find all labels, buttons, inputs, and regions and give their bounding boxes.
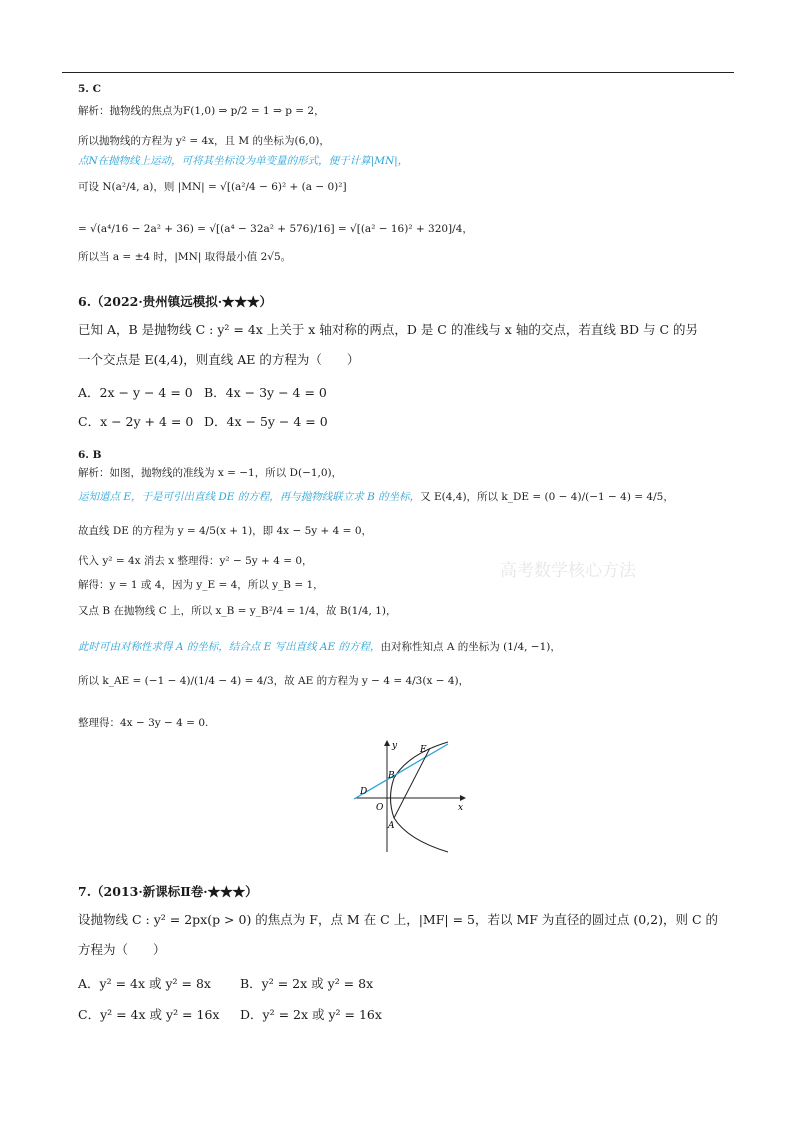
question-7-option-d: D．y² = 2x 或 y² = 16x — [240, 1007, 382, 1022]
x-axis-arrow — [460, 795, 466, 801]
label-x: x — [458, 803, 464, 813]
question-6-option-d: D．4x − 5y − 4 = 0 — [204, 414, 328, 429]
question-6-option-b: B．4x − 3y − 4 = 0 — [204, 385, 327, 400]
watermark-text: 高考数学核心方法 — [500, 561, 636, 581]
question-6-option-c: C．x − 2y + 4 = 0 — [78, 414, 194, 429]
answer-6-heading: 6. B — [78, 449, 102, 461]
answer-5-note: 点N在抛物线上运动，可将其坐标设为单变量的形式，便于计算|MN|， — [78, 155, 409, 167]
question-6-heading: 6.（2022·贵州镇远模拟·★★★） — [78, 294, 273, 309]
label-e: E — [420, 745, 427, 755]
y-axis-arrow — [384, 740, 390, 746]
answer-6-line: 解析：如图，抛物线的准线为 x = −1，所以 D(−1,0)， — [78, 467, 343, 479]
answer-6-slope: 又 E(4,4)，所以 k_DE = (0 − 4)/(−1 − 4) = 4/5， — [420, 491, 674, 503]
answer-6-line: 所以 k_AE = (−1 − 4)/(1/4 − 4) = 4/3，故 AE 的方程为 y − 4 = 4/3(x − 4)， — [78, 675, 470, 687]
question-7-stem: 方程为（ ） — [78, 942, 166, 957]
question-6-option-a: A．2x − y − 4 = 0 — [78, 385, 193, 400]
question-7-option-a: A．y² = 4x 或 y² = 8x — [78, 976, 211, 991]
label-b: B — [388, 771, 395, 781]
answer-5-line: 所以当 a = ±4 时，|MN| 取得最小值 2√5。 — [78, 251, 292, 263]
label-o: O — [376, 803, 384, 813]
answer-6-note: 此时可由对称性求得 A 的坐标，结合点 E 写出直线 AE 的方程， — [78, 641, 381, 653]
answer-6-line-2 — [78, 490, 674, 504]
answer-5-line: 所以抛物线的方程为 y² = 4x，且 M 的坐标为(6,0)， — [78, 135, 330, 147]
parabola-curve — [391, 742, 449, 852]
answer-6-point-a: 由对称性知点 A 的坐标为 (1/4, −1)， — [380, 641, 561, 653]
answer-6-line: 整理得：4x − 3y − 4 = 0. — [78, 717, 209, 729]
question-6-stem: 一个交点是 E(4,4)，则直线 AE 的方程为（ ） — [78, 352, 360, 367]
answer-6-line: 故直线 DE 的方程为 y = 4/5(x + 1)，即 4x − 5y + 4 = 0， — [78, 525, 372, 537]
answer-6-line: 代入 y² = 4x 消去 x 整理得：y² − 5y + 4 = 0， — [78, 555, 313, 567]
answer-5-line: 可设 N(a²/4, a)，则 |MN| = √[(a²/4 − 6)² + (a − 0)²] — [78, 181, 347, 193]
question-7-stem: 设抛物线 C : y² = 2px(p > 0) 的焦点为 F，点 M 在 C 上，|MF| = 5，若以 MF 为直径的圆过点 (0,2)，则 C 的 — [78, 912, 719, 927]
answer-6-line-7 — [78, 640, 561, 654]
answer-5-line: = √(a⁴/16 − 2a² + 36) = √[(a⁴ − 32a² + 576)/16] = √[(a² − 16)² + 320]/4， — [78, 223, 473, 235]
header-rule — [62, 72, 734, 73]
label-a: A — [388, 821, 395, 831]
answer-6-line: 又点 B 在抛物线 C 上，所以 x_B = y_B²/4 = 1/4，故 B(1/4, 1)， — [78, 605, 397, 617]
answer-6-note: 运知道点 E，于是可引出直线 DE 的方程，再与抛物线联立求 B 的坐标， — [78, 491, 421, 503]
answer-5-line: 解析：抛物线的焦点为F(1,0) ⇒ p/2 = 1 ⇒ p = 2， — [78, 105, 325, 117]
question-7-option-c: C．y² = 4x 或 y² = 16x — [78, 1007, 220, 1022]
question-7-heading: 7.（2013·新课标Ⅱ卷·★★★） — [78, 884, 258, 899]
question-7-option-b: B．y² = 2x 或 y² = 8x — [240, 976, 374, 991]
parabola-figure — [348, 736, 468, 854]
line-de — [354, 744, 448, 799]
answer-6-line: 解得：y = 1 或 4，因为 y_E = 4，所以 y_B = 1， — [78, 579, 324, 591]
answer-5-heading: 5. C — [78, 83, 101, 95]
label-y: y — [392, 741, 398, 751]
question-6-stem: 已知 A，B 是抛物线 C : y² = 4x 上关于 x 轴对称的两点，D 是 C 的准线与 x 轴的交点，若直线 BD 与 C 的另 — [78, 322, 698, 337]
label-d: D — [360, 787, 368, 797]
